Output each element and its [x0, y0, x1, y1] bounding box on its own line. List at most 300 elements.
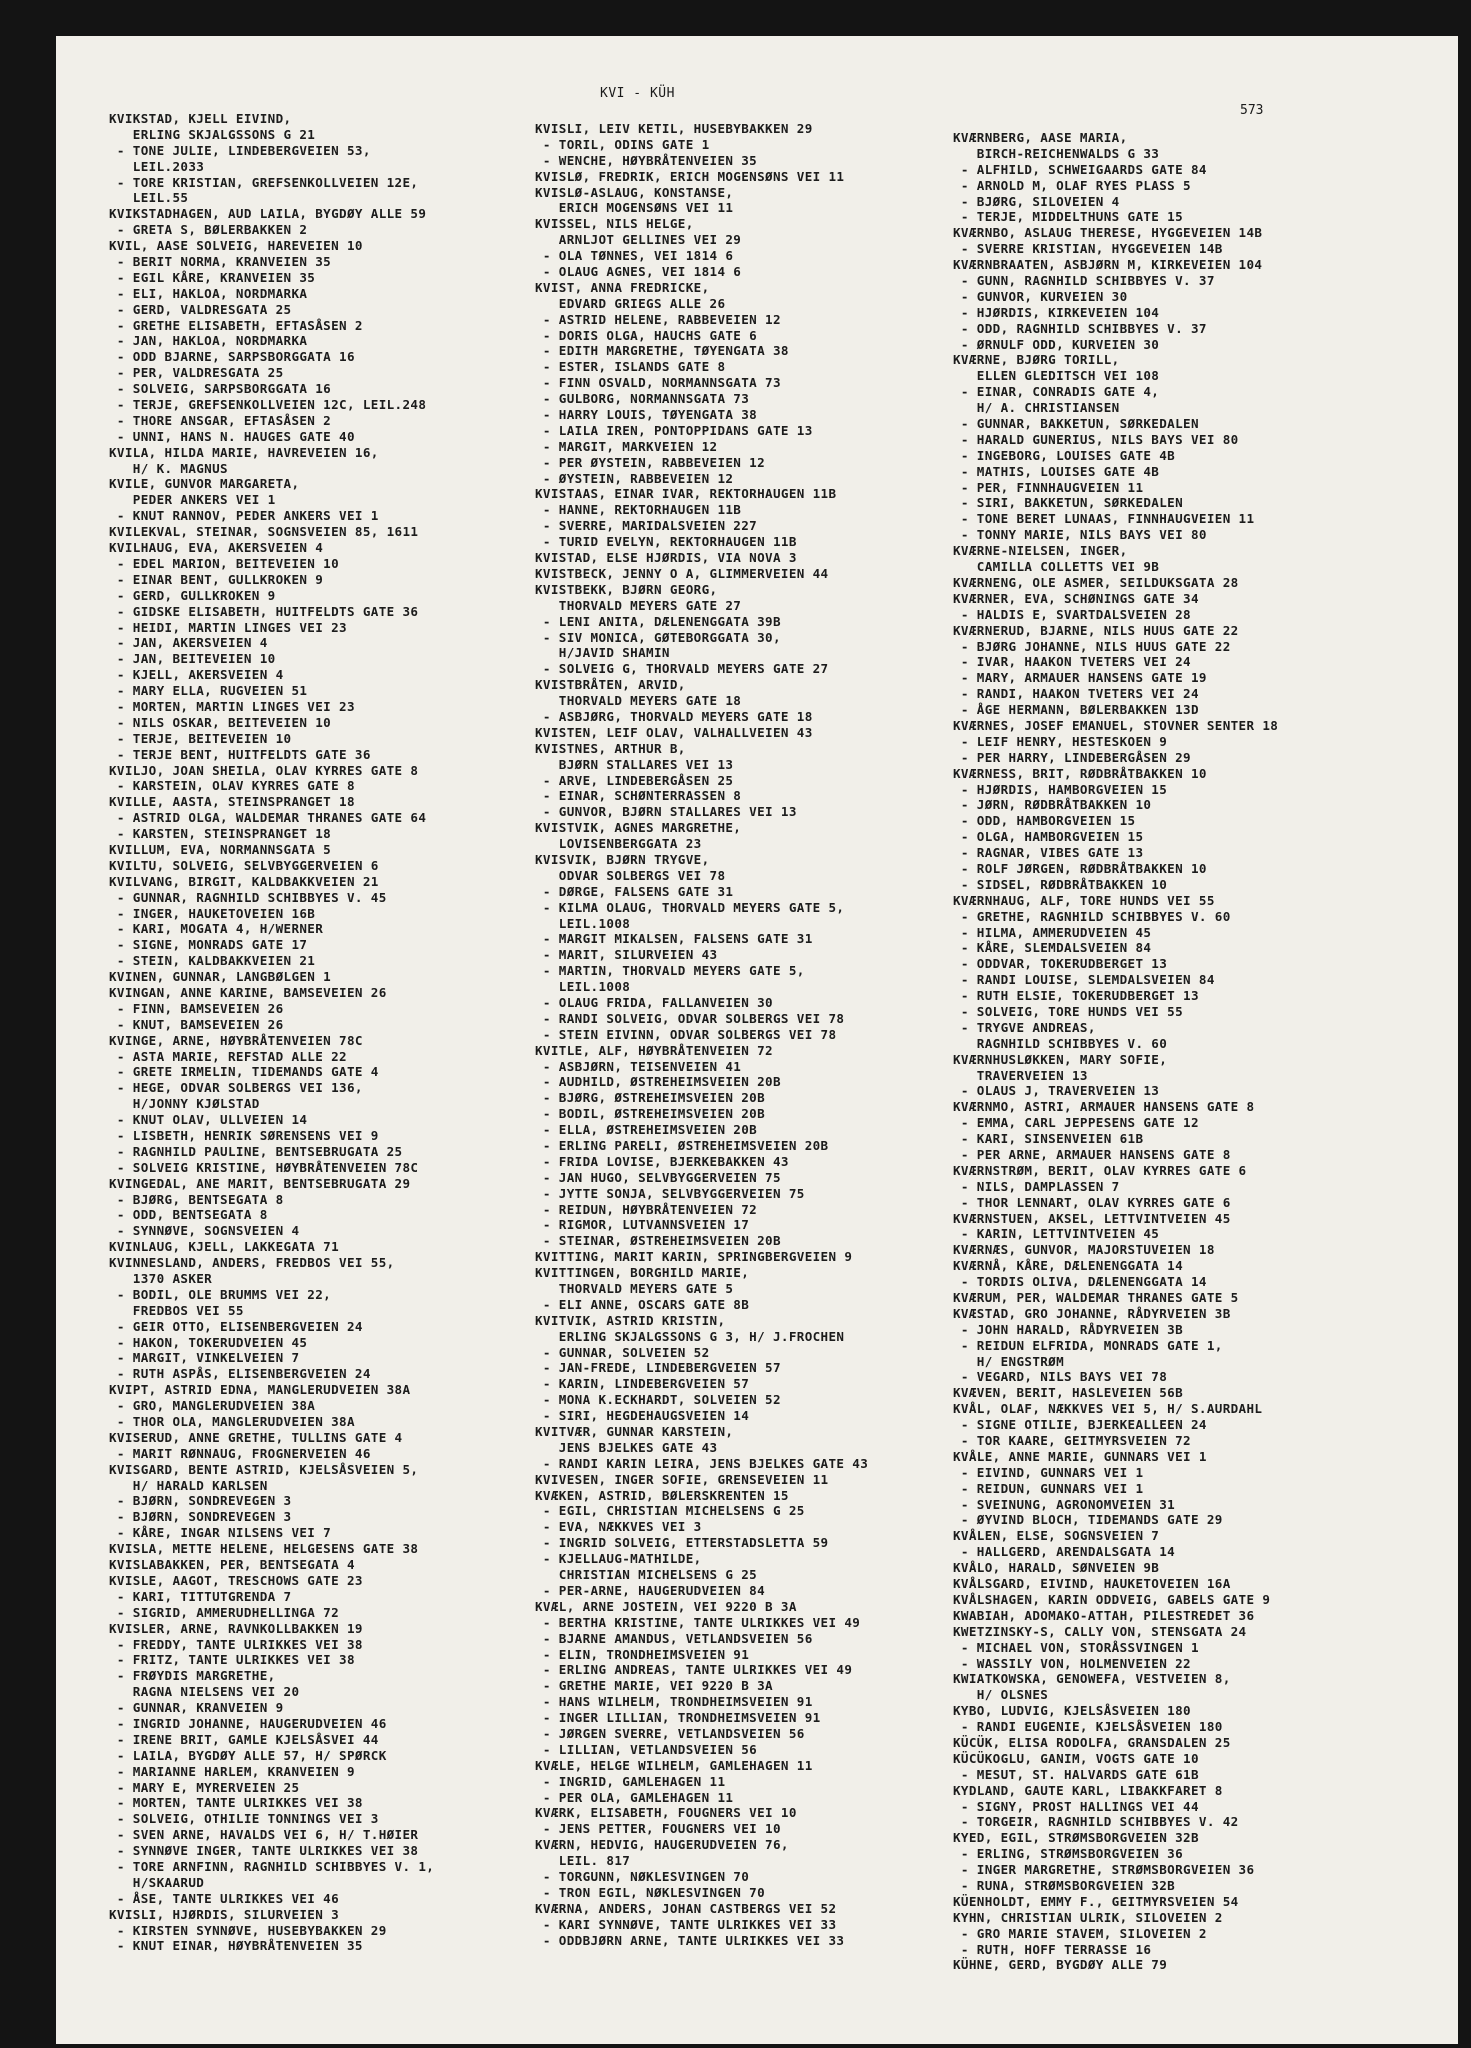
directory-entry-line: KVIL, AASE SOLVEIG, HAREVEIEN 10 — [109, 238, 363, 254]
directory-entry-line: KVÆSTAD, GRO JOHANNE, RÅDYRVEIEN 3B — [953, 1305, 1231, 1321]
directory-entry-line: - LILLIAN, VETLANDSVEIEN 56 — [535, 1741, 758, 1757]
directory-entry-line: KVISTAD, ELSE HJØRDIS, VIA NOVA 3 — [535, 550, 797, 566]
directory-entry-line: - GRETHE ELISABETH, EFTASÅSEN 2 — [109, 317, 363, 333]
directory-entry-line: - HANNE, REKTORHAUGEN 11B — [535, 502, 742, 518]
directory-entry-line: - HANS WILHELM, TRONDHEIMSVEIEN 91 — [535, 1694, 813, 1710]
directory-entry-line: - EIVIND, GUNNARS VEI 1 — [953, 1464, 1144, 1480]
directory-entry-line: - JAN HUGO, SELVBYGGERVEIEN 75 — [535, 1169, 781, 1185]
directory-entry-line: - SIGRID, AMMERUDHELLINGA 72 — [109, 1604, 340, 1620]
directory-entry-line: ERLING SKJALGSSONS G 21 — [109, 126, 316, 142]
directory-entry-line: - GUNVOR, KURVEIEN 30 — [953, 288, 1128, 304]
directory-entry-line: - OLA TØNNES, VEI 1814 6 — [535, 248, 734, 264]
directory-entry-line: - HILMA, AMMERUDVEIEN 45 — [953, 924, 1152, 940]
directory-entry-line: KYHN, CHRISTIAN ULRIK, SILOVEIEN 2 — [953, 1909, 1223, 1925]
directory-entry-line: KÜCÜK, ELISA RODOLFA, GRANSDALEN 25 — [953, 1734, 1231, 1750]
directory-entry-line: - NILS OSKAR, BEITEVEIEN 10 — [109, 714, 332, 730]
directory-entry-line: KVÅLSGARD, EIVIND, HAUKETOVEIEN 16A — [953, 1576, 1231, 1592]
directory-entry-line: - SYNNØVE, SOGNSVEIEN 4 — [109, 1223, 300, 1239]
directory-entry-line: - EVA, NÆKKVES VEI 3 — [535, 1519, 702, 1535]
directory-entry-line: - INGRID JOHANNE, HAUGERUDVEIEN 46 — [109, 1715, 387, 1731]
directory-entry-line: - KILMA OLAUG, THORVALD MEYERS GATE 5, — [535, 899, 845, 915]
directory-entry-line: - TERJE, GREFSENKOLLVEIEN 12C, LEIL.248 — [109, 397, 427, 413]
directory-entry-line: KVINNESLAND, ANDERS, FREDBOS VEI 55, — [109, 1255, 395, 1271]
directory-entry-line: - WENCHE, HØYBRÅTENVEIEN 35 — [535, 152, 758, 168]
directory-entry-line: - KÅRE, INGAR NILSENS VEI 7 — [109, 1525, 332, 1541]
directory-entry-line: - ØYVIND BLOCH, TIDEMANDS GATE 29 — [953, 1512, 1223, 1528]
directory-entry-line: - TONE BERET LUNAAS, FINNHAUGVEIEN 11 — [953, 511, 1255, 527]
directory-entry-line: - MONA K.ECKHARDT, SOLVEIEN 52 — [535, 1392, 781, 1408]
directory-entry-line: KVÆRNBRAATEN, ASBJØRN M, KIRKEVEIEN 104 — [953, 257, 1263, 273]
directory-entry-line: - SYNNØVE INGER, TANTE ULRIKKES VEI 38 — [109, 1843, 419, 1859]
directory-entry-line: KVISTEN, LEIF OLAV, VALHALLVEIEN 43 — [535, 724, 813, 740]
directory-entry-line: KVÆRNE, BJØRG TORILL, — [953, 352, 1120, 368]
directory-entry-line: BJØRN STALLARES VEI 13 — [535, 756, 734, 772]
directory-entry-line: KVISTNES, ARTHUR B, — [535, 740, 686, 756]
directory-entry-line: - BJØRG, BENTSEGATA 8 — [109, 1191, 284, 1207]
directory-entry-line: - KNUT EINAR, HØYBRÅTENVEIEN 35 — [109, 1938, 363, 1954]
directory-entry-line: H/ OLSNES — [953, 1687, 1049, 1703]
directory-entry-line: KVIST, ANNA FREDRICKE, — [535, 279, 710, 295]
directory-entry-line: - GUNNAR, KRANVEIEN 9 — [109, 1700, 284, 1716]
directory-entry-line: H/ K. MAGNUS — [109, 460, 228, 476]
directory-entry-line: KVISTAAS, EINAR IVAR, REKTORHAUGEN 11B — [535, 486, 837, 502]
page-header: KVI - KÜH — [600, 86, 675, 101]
directory-entry-line: - PER, VALDRESGATA 25 — [109, 365, 284, 381]
directory-entry-line: - SVERRE KRISTIAN, HYGGEVEIEN 14B — [953, 241, 1223, 257]
directory-entry-line: - KARI SYNNØVE, TANTE ULRIKKES VEI 33 — [535, 1916, 837, 1932]
directory-entry-line: H/ ENGSTRØM — [953, 1353, 1065, 1369]
directory-entry-line: KVÆRNHAUG, ALF, TORE HUNDS VEI 55 — [953, 892, 1215, 908]
directory-entry-line: KVILEKVAL, STEINAR, SOGNSVEIEN 85, 1611 — [109, 524, 419, 540]
directory-entry-line: KVINEN, GUNNAR, LANGBØLGEN 1 — [109, 969, 332, 985]
directory-entry-line: - ERLING ANDREAS, TANTE ULRIKKES VEI 49 — [535, 1662, 853, 1678]
directory-entry-line: KVINLAUG, KJELL, LAKKEGATA 71 — [109, 1239, 340, 1255]
directory-entry-line: - TORE ARNFINN, RAGNHILD SCHIBBYES V. 1, — [109, 1858, 435, 1874]
directory-entry-line: THORVALD MEYERS GATE 18 — [535, 693, 742, 709]
directory-entry-line: - JENS PETTER, FOUGNERS VEI 10 — [535, 1821, 781, 1837]
directory-entry-line: KÜHNE, GERD, BYGDØY ALLE 79 — [953, 1957, 1168, 1973]
directory-entry-line: KVÆKEN, ASTRID, BØLERSKRENTEN 15 — [535, 1487, 789, 1503]
directory-entry-line: - RANDI KARIN LEIRA, JENS BJELKES GATE 43 — [535, 1455, 869, 1471]
directory-entry-line: - ELIN, TRONDHEIMSVEIEN 91 — [535, 1646, 750, 1662]
directory-entry-line: - HALLGERD, ARENDALSGATA 14 — [953, 1544, 1176, 1560]
directory-entry-line: KVISTBRÅTEN, ARVID, — [535, 677, 686, 693]
directory-entry-line: - ØRNULF ODD, KURVEIEN 30 — [953, 336, 1160, 352]
directory-entry-line: - HEIDI, MARTIN LINGES VEI 23 — [109, 619, 347, 635]
directory-entry-line: - KARIN, LETTVINTVEIEN 45 — [953, 1226, 1160, 1242]
directory-entry-line: - KNUT, BAMSEVEIEN 26 — [109, 1016, 284, 1032]
directory-entry-line: - MARGIT, VINKELVEIEN 7 — [109, 1350, 300, 1366]
directory-entry-line: KVILA, HILDA MARIE, HAVREVEIEN 16, — [109, 444, 379, 460]
directory-entry-line: KVISLI, HJØRDIS, SILURVEIEN 3 — [109, 1906, 340, 1922]
directory-entry-line: KYBO, LUDVIG, KJELSÅSVEIEN 180 — [953, 1703, 1191, 1719]
directory-entry-line: KVISTVIK, AGNES MARGRETHE, — [535, 820, 742, 836]
directory-entry-line: THORVALD MEYERS GATE 27 — [535, 597, 742, 613]
directory-entry-line: KVILLE, AASTA, STEINSPRANGET 18 — [109, 794, 355, 810]
directory-entry-line: - PER, FINNHAUGVEIEN 11 — [953, 479, 1144, 495]
directory-entry-line: - ODDBJØRN ARNE, TANTE ULRIKKES VEI 33 — [535, 1932, 845, 1948]
directory-entry-line: - BODIL, ØSTREHEIMSVEIEN 20B — [535, 1106, 766, 1122]
directory-entry-line: KVITVÆR, GUNNAR KARSTEIN, — [535, 1424, 734, 1440]
directory-entry-line: - TERJE, MIDDELTHUNS GATE 15 — [953, 209, 1184, 225]
directory-entry-line: - KARI, TITTUTGRENDA 7 — [109, 1588, 292, 1604]
directory-entry-line: KVISTBEKK, BJØRN GEORG, — [535, 581, 718, 597]
directory-entry-line: KVISVIK, BJØRN TRYGVE, — [535, 851, 710, 867]
directory-entry-line: - SIGNY, PROST HALLINGS VEI 44 — [953, 1798, 1199, 1814]
directory-entry-line: - SIRI, HEGDEHAUGSVEIEN 14 — [535, 1408, 750, 1424]
directory-entry-line: JENS BJELKES GATE 43 — [535, 1439, 718, 1455]
directory-entry-line: - KARI, SINSENVEIEN 61B — [953, 1131, 1144, 1147]
directory-entry-line: - SIRI, BAKKETUN, SØRKEDALEN — [953, 495, 1184, 511]
directory-entry-line: - DORIS OLGA, HAUCHS GATE 6 — [535, 327, 758, 343]
directory-entry-line: - INGER MARGRETHE, STRØMSBORGVEIEN 36 — [953, 1862, 1255, 1878]
directory-entry-line: - FRØYDIS MARGRETHE, — [109, 1668, 276, 1684]
directory-entry-line: - BERIT NORMA, KRANVEIEN 35 — [109, 254, 332, 270]
directory-entry-line: - EMMA, CARL JEPPESENS GATE 12 — [953, 1115, 1199, 1131]
directory-entry-line: LEIL.1008 — [535, 979, 631, 995]
directory-entry-line: - TORGEIR, RAGNHILD SCHIBBYES V. 42 — [953, 1814, 1239, 1830]
directory-entry-line: - OLGA, HAMBORGVEIEN 15 — [953, 829, 1144, 845]
directory-entry-line: - TORDIS OLIVA, DÆLENENGGATA 14 — [953, 1274, 1207, 1290]
directory-entry-line: - HAKON, TOKERUDVEIEN 45 — [109, 1334, 308, 1350]
directory-entry-line: KVÆRNSTUEN, AKSEL, LETTVINTVEIEN 45 — [953, 1210, 1231, 1226]
directory-entry-line: - KARIN, LINDEBERGVEIEN 57 — [535, 1376, 750, 1392]
directory-entry-line: - BJØRG, SILOVEIEN 4 — [953, 193, 1120, 209]
directory-entry-line: - UNNI, HANS N. HAUGES GATE 40 — [109, 428, 355, 444]
directory-entry-line: KVITVIK, ASTRID KRISTIN, — [535, 1312, 726, 1328]
directory-entry-line: - KJELL, AKERSVEIEN 4 — [109, 667, 284, 683]
directory-entry-line: KVÆRNESS, BRIT, RØDBRÅTBAKKEN 10 — [953, 765, 1207, 781]
directory-entry-line: - WASSILY VON, HOLMENVEIEN 22 — [953, 1655, 1191, 1671]
directory-entry-line: KVÅLEN, ELSE, SOGNSVEIEN 7 — [953, 1528, 1160, 1544]
directory-entry-line: - FINN OSVALD, NORMANNSGATA 73 — [535, 375, 781, 391]
directory-entry-line: PEDER ANKERS VEI 1 — [109, 492, 276, 508]
directory-entry-line: - GUNNAR, RAGNHILD SCHIBBYES V. 45 — [109, 889, 387, 905]
directory-entry-line: - EGIL, CHRISTIAN MICHELSENS G 25 — [535, 1503, 805, 1519]
directory-entry-line: ELLEN GLEDITSCH VEI 108 — [953, 368, 1160, 384]
directory-entry-line: KVÆRNERUD, BJARNE, NILS HUUS GATE 22 — [953, 622, 1239, 638]
directory-entry-line: - SIGNE, MONRADS GATE 17 — [109, 937, 308, 953]
directory-entry-line: KWABIAH, ADOMAKO-ATTAH, PILESTREDET 36 — [953, 1607, 1255, 1623]
directory-entry-line: - AUDHILD, ØSTREHEIMSVEIEN 20B — [535, 1074, 781, 1090]
directory-entry-line: - HJØRDIS, KIRKEVEIEN 104 — [953, 304, 1160, 320]
directory-entry-line: - LEIF HENRY, HESTESKOEN 9 — [953, 733, 1168, 749]
directory-entry-line: KVISLE, AAGOT, TRESCHOWS GATE 23 — [109, 1572, 363, 1588]
directory-entry-line: - GIDSKE ELISABETH, HUITFELDTS GATE 36 — [109, 603, 419, 619]
directory-entry-line: LEIL.1008 — [535, 915, 631, 931]
directory-entry-line: - MARTIN, THORVALD MEYERS GATE 5, — [535, 963, 805, 979]
directory-entry-line: - SIGNE OTILIE, BJERKEALLEEN 24 — [953, 1417, 1207, 1433]
directory-entry-line: - RANDI SOLVEIG, ODVAR SOLBERGS VEI 78 — [535, 1010, 845, 1026]
directory-entry-line: ERICH MOGENSØNS VEI 11 — [535, 200, 734, 216]
directory-entry-line: - TORIL, ODINS GATE 1 — [535, 136, 710, 152]
directory-entry-line: - EDITH MARGRETHE, TØYENGATA 38 — [535, 343, 789, 359]
directory-entry-line: - GERD, GULLKROKEN 9 — [109, 587, 276, 603]
directory-entry-line: - PER ØYSTEIN, RABBEVEIEN 12 — [535, 454, 766, 470]
directory-entry-line: - JOHN HARALD, RÅDYRVEIEN 3B — [953, 1321, 1184, 1337]
directory-entry-line: LEIL.55 — [109, 190, 189, 206]
directory-entry-line: KVISERUD, ANNE GRETHE, TULLINS GATE 4 — [109, 1429, 403, 1445]
directory-entry-line: - ODD BJARNE, SARPSBORGGATA 16 — [109, 349, 355, 365]
directory-entry-line: KVÅL, OLAF, NÆKKVES VEI 5, H/ S.AURDAHL — [953, 1401, 1263, 1417]
directory-entry-line: KVÆRNBO, ASLAUG THERESE, HYGGEVEIEN 14B — [953, 225, 1263, 241]
directory-entry-line: - TONNY MARIE, NILS BAYS VEI 80 — [953, 527, 1207, 543]
directory-entry-line: KVINGAN, ANNE KARINE, BAMSEVEIEN 26 — [109, 984, 387, 1000]
directory-entry-line: - MATHIS, LOUISES GATE 4B — [953, 463, 1160, 479]
directory-entry-line: - BODIL, OLE BRUMMS VEI 22, — [109, 1286, 332, 1302]
directory-entry-line: - GUNVOR, BJØRN STALLARES VEI 13 — [535, 804, 797, 820]
directory-entry-line: - MARY, ARMAUER HANSENS GATE 19 — [953, 670, 1207, 686]
directory-entry-line: - ASTRID OLGA, WALDEMAR THRANES GATE 64 — [109, 810, 427, 826]
directory-entry-line: - GEIR OTTO, ELISENBERGVEIEN 24 — [109, 1318, 363, 1334]
directory-entry-line: - TERJE, BEITEVEIEN 10 — [109, 730, 292, 746]
directory-entry-line: - JAN, AKERSVEIEN 4 — [109, 635, 268, 651]
page-number: 573 — [1240, 103, 1264, 118]
directory-entry-line: - MORTEN, MARTIN LINGES VEI 23 — [109, 698, 355, 714]
directory-entry-line: - SOLVEIG, TORE HUNDS VEI 55 — [953, 1003, 1184, 1019]
directory-entry-line: KVÆRK, ELISABETH, FOUGNERS VEI 10 — [535, 1805, 797, 1821]
directory-entry-line: - ÅSE, TANTE ULRIKKES VEI 46 — [109, 1890, 340, 1906]
directory-entry-line: - EINAR BENT, GULLKROKEN 9 — [109, 571, 324, 587]
directory-entry-line: - ESTER, ISLANDS GATE 8 — [535, 359, 726, 375]
directory-entry-line: - JYTTE SONJA, SELVBYGGERVEIEN 75 — [535, 1185, 805, 1201]
directory-entry-line: - IRENE BRIT, GAMLE KJELSÅSVEI 44 — [109, 1731, 379, 1747]
directory-entry-line: KVILHAUG, EVA, AKERSVEIEN 4 — [109, 540, 324, 556]
directory-entry-line: - BERTHA KRISTINE, TANTE ULRIKKES VEI 49 — [535, 1614, 861, 1630]
directory-entry-line: - RAGNAR, VIBES GATE 13 — [953, 845, 1144, 861]
directory-entry-line: - OLAUG AGNES, VEI 1814 6 — [535, 264, 742, 280]
directory-entry-line: - REIDUN, GUNNARS VEI 1 — [953, 1480, 1144, 1496]
directory-entry-line: - TONE JULIE, LINDEBERGVEIEN 53, — [109, 142, 371, 158]
directory-entry-line: - BJØRN, SONDREVEGEN 3 — [109, 1509, 292, 1525]
directory-entry-line: - RUTH, HOFF TERRASSE 16 — [953, 1941, 1152, 1957]
directory-entry-line: ARNLJOT GELLINES VEI 29 — [535, 232, 742, 248]
directory-entry-line: - ASBJØRG, THORVALD MEYERS GATE 18 — [535, 708, 813, 724]
directory-entry-line: - LISBETH, HENRIK SØRENSENS VEI 9 — [109, 1128, 379, 1143]
directory-entry-line: KVÆRNHUSLØKKEN, MARY SOFIE, — [953, 1051, 1168, 1067]
directory-entry-line: - THOR LENNART, OLAV KYRRES GATE 6 — [953, 1194, 1231, 1210]
directory-entry-line: - FREDDY, TANTE ULRIKKES VEI 38 — [109, 1636, 363, 1652]
directory-entry-line: - REIDUN, HØYBRÅTENVEIEN 72 — [535, 1201, 758, 1217]
directory-entry-line: - THORE ANSGAR, EFTASÅSEN 2 — [109, 412, 332, 428]
directory-entry-line: - GERD, VALDRESGATA 25 — [109, 301, 292, 317]
directory-entry-line: KWIATKOWSKA, GENOWEFA, VESTVEIEN 8, — [953, 1671, 1231, 1687]
directory-entry-line: - SVERRE, MARIDALSVEIEN 227 — [535, 518, 758, 534]
directory-entry-line: KVÆRNE-NIELSEN, INGER, — [953, 543, 1128, 559]
directory-entry-line: - GRETHE MARIE, VEI 9220 B 3A — [535, 1678, 773, 1694]
directory-entry-line: - MARGIT MIKALSEN, FALSENS GATE 31 — [535, 931, 813, 947]
directory-entry-line: - INGRID, GAMLEHAGEN 11 — [535, 1773, 726, 1789]
directory-entry-line: KWETZINSKY-S, CALLY VON, STENSGATA 24 — [953, 1623, 1247, 1639]
column-1 — [109, 111, 519, 1954]
directory-entry-line: - GRETE IRMELIN, TIDEMANDS GATE 4 — [109, 1064, 379, 1080]
directory-entry-line: KVÆL, ARNE JOSTEIN, VEI 9220 B 3A — [535, 1598, 797, 1614]
directory-entry-line: - PER HARRY, LINDEBERGÅSEN 29 — [953, 749, 1191, 765]
directory-entry-line: - EGIL KÅRE, KRANVEIEN 35 — [109, 269, 316, 285]
directory-entry-line: KVÆRNENG, OLE ASMER, SEILDUKSGATA 28 — [953, 574, 1239, 590]
directory-entry-line: KYED, EGIL, STRØMSBORGVEIEN 32B — [953, 1830, 1199, 1846]
directory-entry-line: - INGER, HAUKETOVEIEN 16B — [109, 905, 316, 921]
directory-entry-line: - MARIANNE HARLEM, KRANVEIEN 9 — [109, 1763, 355, 1779]
directory-entry-line: KVÆRNÆS, GUNVOR, MAJORSTUVEIEN 18 — [953, 1242, 1215, 1258]
directory-entry-line: RAGNHILD SCHIBBYES V. 60 — [953, 1035, 1168, 1051]
directory-entry-line: - PER ARNE, ARMAUER HANSENS GATE 8 — [953, 1147, 1231, 1162]
directory-entry-line: THORVALD MEYERS GATE 5 — [535, 1281, 734, 1297]
directory-entry-line: KÜCÜKOGLU, GANIM, VOGTS GATE 10 — [953, 1750, 1199, 1766]
directory-entry-line: - ODD, RAGNHILD SCHIBBYES V. 37 — [953, 320, 1207, 336]
directory-entry-line: - SOLVEIG, SARPSBORGGATA 16 — [109, 381, 332, 397]
directory-entry-line: - GRETHE, RAGNHILD SCHIBBYES V. 60 — [953, 908, 1231, 924]
directory-entry-line: - STEINAR, ØSTREHEIMSVEIEN 20B — [535, 1233, 781, 1249]
directory-entry-line: - ODD, HAMBORGVEIEN 15 — [953, 813, 1136, 829]
directory-entry-line: KVISTBECK, JENNY O A, GLIMMERVEIEN 44 — [535, 565, 829, 581]
directory-entry-line: - KÅRE, SLEMDALSVEIEN 84 — [953, 940, 1152, 956]
directory-entry-line: - KARI, MOGATA 4, H/WERNER — [109, 921, 324, 937]
column-3 — [953, 130, 1363, 1973]
directory-entry-line: RAGNA NIELSENS VEI 20 — [109, 1684, 300, 1700]
directory-entry-line: - BJØRG, ØSTREHEIMSVEIEN 20B — [535, 1090, 766, 1106]
directory-entry-line: - OLAUG FRIDA, FALLANVEIEN 30 — [535, 994, 773, 1010]
directory-entry-line: H/ HARALD KARLSEN — [109, 1477, 268, 1493]
directory-entry-line: - HALDIS E, SVARTDALSVEIEN 28 — [953, 606, 1191, 622]
directory-entry-line: KVINGEDAL, ANE MARIT, BENTSEBRUGATA 29 — [109, 1175, 411, 1191]
directory-entry-line: KVILVANG, BIRGIT, KALDBAKKVEIEN 21 — [109, 873, 379, 889]
directory-entry-line: - KARSTEIN, OLAV KYRRES GATE 8 — [109, 778, 355, 794]
directory-entry-line: - ASTA MARIE, REFSTAD ALLE 22 — [109, 1048, 347, 1064]
directory-entry-line: KVISLABAKKEN, PER, BENTSEGATA 4 — [109, 1557, 355, 1573]
directory-entry-line: - JØRN, RØDBRÅTBAKKEN 10 — [953, 797, 1152, 813]
directory-entry-line: - MESUT, ST. HALVARDS GATE 61B — [953, 1766, 1199, 1782]
directory-entry-line: - LAILA IREN, PONTOPPIDANS GATE 13 — [535, 422, 813, 438]
directory-entry-line: KVÆRNER, EVA, SCHØNINGS GATE 34 — [953, 590, 1199, 606]
directory-entry-line: - MARIT, SILURVEIEN 43 — [535, 947, 718, 963]
directory-entry-line: - ARVE, LINDEBERGÅSEN 25 — [535, 772, 734, 788]
directory-entry-line: CAMILLA COLLETTS VEI 9B — [953, 559, 1160, 575]
directory-entry-line: - KIRSTEN SYNNØVE, HUSEBYBAKKEN 29 — [109, 1922, 387, 1938]
directory-entry-line: - DØRGE, FALSENS GATE 31 — [535, 883, 734, 899]
directory-entry-line: - MORTEN, TANTE ULRIKKES VEI 38 — [109, 1795, 363, 1811]
directory-entry-line: - GULBORG, NORMANNSGATA 73 — [535, 391, 750, 407]
directory-entry-line: - EDEL MARION, BEITEVEIEN 10 — [109, 555, 340, 571]
directory-entry-line: - FRITZ, TANTE ULRIKKES VEI 38 — [109, 1652, 355, 1668]
directory-entry-line: - THOR OLA, MANGLERUDVEIEN 38A — [109, 1414, 355, 1430]
directory-entry-line: KVÆRNBERG, AASE MARIA, — [953, 130, 1128, 145]
directory-entry-line: KVÆRNÅ, KÅRE, DÆLENENGGATA 14 — [953, 1258, 1184, 1274]
directory-entry-line: - INGEBORG, LOUISES GATE 4B — [953, 447, 1176, 463]
directory-entry-line: - SOLVEIG G, THORVALD MEYERS GATE 27 — [535, 661, 829, 677]
directory-entry-line: KVILJO, JOAN SHEILA, OLAV KYRRES GATE 8 — [109, 762, 419, 778]
directory-entry-line: - IVAR, HAAKON TVETERS VEI 24 — [953, 654, 1191, 670]
directory-entry-line: LEIL. 817 — [535, 1853, 631, 1869]
directory-entry-line: KVITLE, ALF, HØYBRÅTENVEIEN 72 — [535, 1042, 773, 1058]
directory-entry-line: - MARY ELLA, RUGVEIEN 51 — [109, 683, 308, 699]
directory-entry-line: KÜENHOLDT, EMMY F., GEITMYRSVEIEN 54 — [953, 1893, 1239, 1909]
directory-entry-line: - RAGNHILD PAULINE, BENTSEBRUGATA 25 — [109, 1143, 403, 1159]
directory-entry-line: - TURID EVELYN, REKTORHAUGEN 11B — [535, 534, 797, 550]
directory-entry-line: - BJØRG JOHANNE, NILS HUUS GATE 22 — [953, 638, 1231, 654]
directory-entry-line: - GUNN, RAGNHILD SCHIBBYES V. 37 — [953, 273, 1215, 289]
directory-entry-line: KVINGE, ARNE, HØYBRÅTENVEIEN 78C — [109, 1032, 363, 1048]
directory-entry-line: - JAN, HAKLOA, NORDMARKA — [109, 333, 308, 349]
directory-entry-line: - LAILA, BYGDØY ALLE 57, H/ SPØRCK — [109, 1747, 387, 1763]
directory-entry-line: - RIGMOR, LUTVANNSVEIEN 17 — [535, 1217, 750, 1233]
directory-entry-line: KVÆLE, HELGE WILHELM, GAMLEHAGEN 11 — [535, 1757, 813, 1773]
directory-entry-line: KVÅLE, ANNE MARIE, GUNNARS VEI 1 — [953, 1448, 1207, 1464]
directory-entry-line: - BJØRN, SONDREVEGEN 3 — [109, 1493, 292, 1509]
directory-entry-line: - SIDSEL, RØDBRÅTBAKKEN 10 — [953, 876, 1168, 892]
directory-entry-line: - JAN-FREDE, LINDEBERGVEIEN 57 — [535, 1360, 781, 1376]
directory-entry-line: - JAN, BEITEVEIEN 10 — [109, 651, 276, 667]
directory-entry-line: - ALFHILD, SCHWEIGAARDS GATE 84 — [953, 161, 1207, 177]
directory-entry-line: - PER OLA, GAMLEHAGEN 11 — [535, 1789, 734, 1805]
directory-entry-line: - EINAR, SCHØNTERRASSEN 8 — [535, 788, 742, 804]
directory-entry-line: KVIKSTADHAGEN, AUD LAILA, BYGDØY ALLE 59 — [109, 206, 427, 222]
directory-entry-line: - ÅGE HERMANN, BØLERBAKKEN 13D — [953, 702, 1199, 718]
directory-entry-line: - MARGIT, MARKVEIEN 12 — [535, 438, 718, 454]
directory-entry-line: - TRON EGIL, NØKLESVINGEN 70 — [535, 1884, 766, 1900]
directory-entry-line: EDVARD GRIEGS ALLE 26 — [535, 295, 726, 311]
directory-entry-line: - ERLING, STRØMSBORGVEIEN 36 — [953, 1846, 1184, 1862]
directory-entry-line: KVÆRN, HEDVIG, HAUGERUDVEIEN 76, — [535, 1837, 789, 1853]
directory-entry-line: KVÆRUM, PER, WALDEMAR THRANES GATE 5 — [953, 1290, 1239, 1306]
directory-entry-line: - NILS, DAMPLASSEN 7 — [953, 1178, 1120, 1194]
directory-entry-line: KVÆRNSTRØM, BERIT, OLAV KYRRES GATE 6 — [953, 1162, 1247, 1178]
directory-entry-line: - STEIN, KALDBAKKVEIEN 21 — [109, 953, 316, 969]
directory-entry-line: LOVISENBERGGATA 23 — [535, 836, 702, 852]
directory-entry-line: - VEGARD, NILS BAYS VEI 78 — [953, 1369, 1168, 1385]
directory-entry-line: KVITTING, MARIT KARIN, SPRINGBERGVEIEN 9 — [535, 1249, 853, 1265]
directory-entry-line: KVILE, GUNVOR MARGARETA, — [109, 476, 300, 492]
directory-entry-line: - HARRY LOUIS, TØYENGATA 38 — [535, 407, 758, 423]
directory-entry-line: - KNUT OLAV, ULLVEIEN 14 — [109, 1112, 308, 1128]
directory-entry-line: - ELI ANNE, OSCARS GATE 8B — [535, 1296, 750, 1312]
directory-entry-line: - ELLA, ØSTREHEIMSVEIEN 20B — [535, 1122, 758, 1138]
directory-entry-line: - TORGUNN, NØKLESVINGEN 70 — [535, 1868, 750, 1884]
directory-entry-line: - REIDUN ELFRIDA, MONRADS GATE 1, — [953, 1337, 1223, 1353]
directory-entry-line: KVIPT, ASTRID EDNA, MANGLERUDVEIEN 38A — [109, 1382, 411, 1398]
directory-entry-line: KVILTU, SOLVEIG, SELVBYGGERVEIEN 6 — [109, 857, 379, 873]
directory-entry-line: - RANDI EUGENIE, KJELSÅSVEIEN 180 — [953, 1719, 1223, 1735]
directory-entry-line: - BJARNE AMANDUS, VETLANDSVEIEN 56 — [535, 1630, 813, 1646]
directory-entry-line: - SVEINUNG, AGRONOMVEIEN 31 — [953, 1496, 1176, 1512]
directory-entry-line: TRAVERVEIEN 13 — [953, 1067, 1088, 1083]
directory-entry-line: - SIV MONICA, GØTEBORGGATA 30, — [535, 629, 781, 645]
directory-entry-line: KVISLI, LEIV KETIL, HUSEBYBAKKEN 29 — [535, 121, 813, 136]
directory-entry-line: KVISLER, ARNE, RAVNKOLLBAKKEN 19 — [109, 1620, 363, 1636]
directory-entry-line: - SOLVEIG KRISTINE, HØYBRÅTENVEIEN 78C — [109, 1159, 419, 1175]
directory-entry-line: 1370 ASKER — [109, 1271, 213, 1287]
directory-entry-line: - ODD, BENTSEGATA 8 — [109, 1207, 268, 1223]
directory-entry-line: H/JAVID SHAMIN — [535, 645, 670, 661]
directory-entry-line: KVÆRNMO, ASTRI, ARMAUER HANSENS GATE 8 — [953, 1099, 1255, 1115]
directory-entry-line: - GRETA S, BØLERBAKKEN 2 — [109, 222, 308, 238]
directory-entry-line: H/ A. CHRISTIANSEN — [953, 400, 1120, 416]
directory-entry-line: KYDLAND, GAUTE KARL, LIBAKKFARET 8 — [953, 1782, 1223, 1798]
directory-entry-line: - SOLVEIG, OTHILIE TONNINGS VEI 3 — [109, 1811, 379, 1827]
directory-entry-line: - GRO, MANGLERUDVEIEN 38A — [109, 1398, 316, 1414]
directory-entry-line: - KNUT RANNOV, PEDER ANKERS VEI 1 — [109, 508, 379, 524]
directory-entry-line: LEIL.2033 — [109, 158, 205, 174]
directory-entry-line: - GUNNAR, SOLVEIEN 52 — [535, 1344, 710, 1360]
directory-entry-line: - GUNNAR, BAKKETUN, SØRKEDALEN — [953, 416, 1199, 432]
directory-entry-line: - RANDI LOUISE, SLEMDALSVEIEN 84 — [953, 972, 1215, 988]
directory-entry-line: - ELI, HAKLOA, NORDMARKA — [109, 285, 308, 301]
directory-entry-line: KVÆRNA, ANDERS, JOHAN CASTBERGS VEI 52 — [535, 1900, 837, 1916]
directory-entry-line: - RANDI, HAAKON TVETERS VEI 24 — [953, 686, 1199, 702]
directory-entry-line: H/SKAARUD — [109, 1874, 205, 1890]
directory-entry-line: - ROLF JØRGEN, RØDBRÅTBAKKEN 10 — [953, 860, 1207, 876]
directory-entry-line: - TOR KAARE, GEITMYRSVEIEN 72 — [953, 1433, 1191, 1449]
